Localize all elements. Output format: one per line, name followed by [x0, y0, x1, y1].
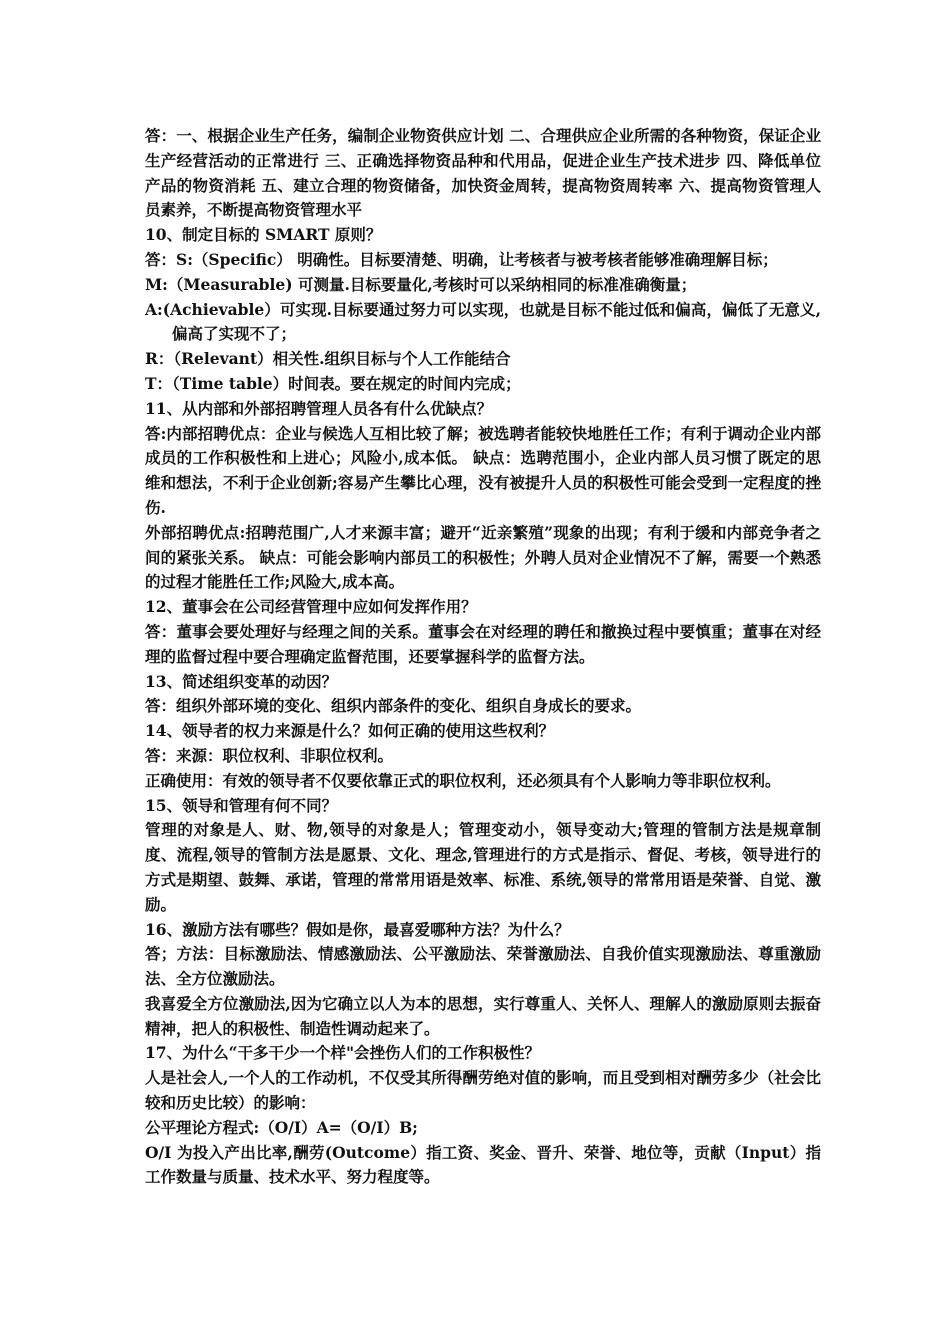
smart-relevant: R：（Relevant）相关性.组织目标与个人工作能结合 [145, 349, 511, 369]
document-body [145, 124, 821, 1190]
answer-17-equation: 公平理论方程式:（O/I）A=（O/I）B; [145, 1117, 418, 1137]
question-16-heading: 16、激励方法有哪些？假如是你，最喜爱哪种方法？为什么？ [145, 919, 570, 939]
answer-17-intro: 人是社会人,一个人的工作动机，不仅受其所得酬劳绝对值的影响，而且受到相对酬劳多少（社会比较和历史比较）的影响： [145, 1068, 821, 1113]
paragraph-answer-9: 答：一、根据企业生产任务，编制企业物资供应计划 二、合理供应企业所需的各种物资，保证企业生产经营活动的正常进行 三、正确选择物资品种和代用品，促进企业生产技术进步 四、降低单位产品的物资消耗 五、建立合理的物资储备，加快资金周转，提高物资周转率 六、提高物资管理人员素养，不断提高物资管理水平 [145, 126, 821, 220]
answer-13: 答：组织外部环境的变化、组织内部条件的变化、组织自身成长的要求。 [145, 696, 642, 716]
question-15-heading: 15、领导和管理有何不同？ [145, 795, 338, 815]
answer-12: 答：董事会要处理好与经理之间的关系。董事会在对经理的聘任和撤换过程中要慎重；董事在对经理的监督过程中要合理确定监督范围，还要掌握科学的监督方法。 [145, 621, 821, 666]
smart-measurable: M:（Measurable) 可测量.目标要量化,考核时可以采纳相同的标准准确衡量； [145, 274, 697, 294]
question-14-heading: 14、领导者的权力来源是什么？如何正确的使用这些权利？ [145, 721, 555, 741]
answer-16-methods: 答；方法：目标激励法、情感激励法、公平激励法、荣誉激励法、自我价值实现激励法、尊重激励法、全方位激励法。 [145, 944, 821, 989]
smart-time-table: T：（Time table）时间表。要在规定的时间内完成； [145, 373, 521, 393]
answer-17-definition: O/I 为投入产出比率,酬劳(Outcome）指工资、奖金、晋升、荣誉、地位等，贡献（Input）指工作数量与质量、技术水平、努力程度等。 [145, 1142, 821, 1187]
answer-14-usage: 正确使用：有效的领导者不仅要依靠正式的职位权利，还必须具有个人影响力等非职位权利。 [145, 770, 781, 790]
answer-16-preference: 我喜爱全方位激励法,因为它确立以人为本的思想，实行尊重人、关怀人、理解人的激励原则去振奋精神，把人的积极性、制造性调动起来了。 [145, 993, 821, 1038]
question-13-heading: 13、简述组织变革的动因？ [145, 671, 338, 691]
answer-15: 管理的对象是人、财、物,领导的对象是人；管理变动小，领导变动大;管理的管制方法是规章制度、流程,领导的管制方法是愿景、文化、理念,管理进行的方式是指示、督促、考核，领导进行的方式是期望、鼓舞、承诺，管理的常常用语是效率、标准、系统,领导的常常用语是荣誉、自觉、激励。 [145, 820, 821, 914]
question-12-heading: 12、董事会在公司经营管理中应如何发挥作用？ [145, 597, 477, 617]
question-17-heading: 17、为什么“干多干少一个样"会挫伤人们的工作积极性？ [145, 1043, 541, 1063]
answer-11-external: 外部招聘优点:招聘范围广,人才来源丰富；避开“近亲繁殖”现象的出现；有利于缓和内部竞争者之间的紧张关系。 缺点：可能会影响内部员工的积极性；外聘人员对企业情况不了解，需要一个熟悉的过程才能胜任工作;风险大,成本高。 [145, 522, 821, 592]
smart-specific: 答：S:（Specific） 明确性。目标要清楚、明确，让考核者与被考核者能够准确理解目标； [145, 249, 778, 269]
question-11-heading: 11、从内部和外部招聘管理人员各有什么优缺点？ [145, 398, 493, 418]
smart-achievable: A:(Achievable）可实现.目标要通过努力可以实现，也就是目标不能过低和偏高，偏低了无意义,偏高了实现不了； [145, 299, 821, 344]
answer-11-internal: 答:内部招聘优点：企业与候选人互相比较了解；被选聘者能较快地胜任工作；有利于调动企业内部成员的工作积极性和上进心；风险小,成本低。 缺点：选聘范围小，企业内部人员习惯了既定的思维和想法，不利于企业创新;容易产生攀比心理，没有被提升人员的积极性可能会受到一定程度的挫伤. [145, 423, 821, 517]
question-10-heading: 10、制定目标的 SMART 原则？ [145, 225, 382, 245]
answer-14-source: 答：来源：职位权利、非职位权利。 [145, 745, 394, 765]
